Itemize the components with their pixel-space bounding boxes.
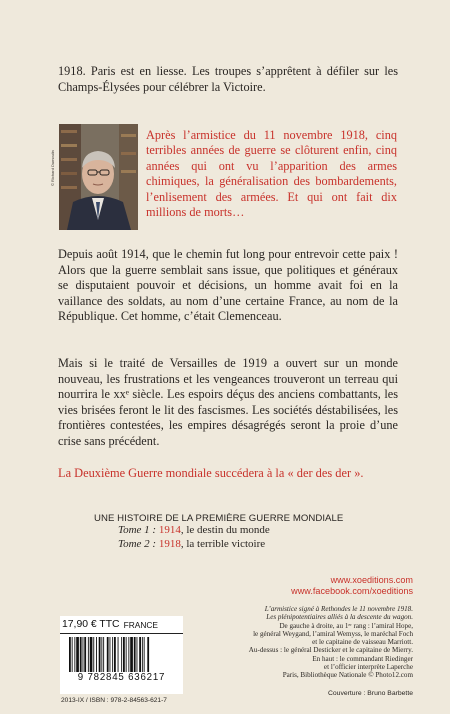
cover-credit: Couverture : Bruno Barbette xyxy=(327,690,413,697)
closing-line: La Deuxième Guerre mondiale succédera à la « der des der ». xyxy=(58,466,364,480)
tome-2-label: Tome 2 : xyxy=(118,537,157,550)
caption-line: L’armistice signé à Rethondes le 11 novembre 1918. xyxy=(264,605,413,613)
cover-photo-caption xyxy=(249,605,413,679)
barcode-bar xyxy=(114,637,116,677)
barcode-bar xyxy=(147,637,149,677)
pull-quote: Après l’armistice du 11 novembre 1918, cinq terribles années de guerre se clôturent enfin, cinq années qui ont vu l’apparition des armes chimiques, la généralisation des bombardements, l’enlisement des armées. Et qui ont fait dix millions de morts… xyxy=(146,128,397,220)
tome-2-subtitle: , la terrible victoire xyxy=(180,537,266,550)
tome-1-label: Tome 1 : xyxy=(118,524,157,536)
tome-1-subtitle: , le destin du monde xyxy=(180,524,270,536)
barcode-bar xyxy=(126,637,127,677)
caption-line: En haut : le commandant Riedinger xyxy=(312,654,413,663)
author-photo xyxy=(59,124,138,230)
barcode-bar xyxy=(112,637,113,677)
barcode-box xyxy=(60,616,183,694)
price-row xyxy=(60,616,183,634)
barcode-bar xyxy=(128,637,129,677)
tome-2 xyxy=(118,538,384,552)
barcode-bar xyxy=(90,637,93,677)
website-link[interactable]: www.xoeditions.com xyxy=(330,575,413,585)
barcode-digits: 9 782845 636217 xyxy=(60,672,183,683)
publisher-links xyxy=(291,575,413,597)
series-title: UNE HISTOIRE DE LA PREMIÈRE GUERRE MONDIALE xyxy=(94,513,344,524)
barcode-bar xyxy=(107,637,109,677)
intro-paragraph: 1918. Paris est en liesse. Les troupes s’apprêtent à défiler sur les Champs-Élysées pour célébrer la Victoire. xyxy=(58,64,398,94)
barcode-bar xyxy=(99,637,101,677)
barcode-bar xyxy=(76,637,79,677)
tome-1-year: 1914 xyxy=(158,524,181,536)
tome-1 xyxy=(118,524,384,538)
barcode-bar xyxy=(144,637,145,677)
price: 17,90 € TTC xyxy=(62,619,120,630)
barcode-bar xyxy=(80,637,82,677)
series-block xyxy=(94,513,384,551)
facebook-link[interactable]: www.facebook.com/xoeditions xyxy=(291,586,413,597)
caption-line: Paris, Bibliothèque Nationale © Photo12.com xyxy=(282,671,413,679)
barcode-bar xyxy=(101,637,102,677)
barcode-bar xyxy=(123,637,125,677)
barcode-bar xyxy=(88,637,89,677)
price-country: FRANCE xyxy=(123,619,159,630)
isbn-line: 2013-IX / ISBN : 978-2-84563-621-7 xyxy=(61,697,167,704)
barcode-bar xyxy=(118,637,119,677)
author-portrait-image xyxy=(59,124,138,230)
photo-credit: © Richard Dumoulin xyxy=(50,150,55,186)
body-paragraph-1: Depuis août 1914, que le chemin fut long pour entrevoir cette paix ! Alors que la guerre semblait sans issue, que politiques et généraux se disputaient pouvoir et décisions, un homme avait foi en la vaillance des soldats, au nom d’une certaine France, au nom de la République. Cet homme, c’était Clemenceau. xyxy=(58,247,398,324)
caption-line: Les plénipotentiaires alliés à la descente du wagon. xyxy=(266,613,413,622)
caption-line: le général Weygand, l’amiral Wemyss, le maréchal Foch xyxy=(253,629,413,638)
barcode-bar xyxy=(96,637,97,677)
tome-2-year: 1918 xyxy=(158,537,181,550)
barcode-bar xyxy=(72,637,73,677)
caption-line: Au-dessus : le général Desticker et le capitaine de Mierry. xyxy=(248,646,413,655)
barcode-bar xyxy=(137,637,138,677)
barcode-bar xyxy=(130,637,133,677)
barcode-bar xyxy=(110,637,111,677)
barcode-bar xyxy=(83,637,84,677)
barcode-bar xyxy=(84,637,86,677)
barcode-bar xyxy=(142,637,143,677)
barcode-bar xyxy=(121,637,122,677)
caption-line: et l’officier interprète Laperche xyxy=(323,662,413,671)
barcode-bars xyxy=(69,637,177,677)
body-paragraph-2: Mais si le traité de Versailles de 1919 a ouvert sur un monde nouveau, les frustrations et les vengeances trouveront un terreau qui nourrira le xxᵉ siècle. Les espoirs déçus des anciens combattants, les vies brisées feront le lit des fascismes. Les sociétés déstabilisées, les frontières contestées, les empires désagrégés seront la proie d’une crise sans précédent. xyxy=(58,356,398,448)
caption-line: De gauche à droite, au 1ᵉʳ rang : l’amiral Hope, xyxy=(279,621,413,630)
barcode-bar xyxy=(139,637,141,677)
barcode-bar xyxy=(134,637,136,677)
barcode-bar xyxy=(93,637,94,677)
barcode-bar xyxy=(69,637,71,677)
caption-line: et le capitaine de vaisseau Marriott. xyxy=(312,638,413,646)
barcode-bar xyxy=(74,637,75,677)
barcode-bar xyxy=(103,637,104,677)
